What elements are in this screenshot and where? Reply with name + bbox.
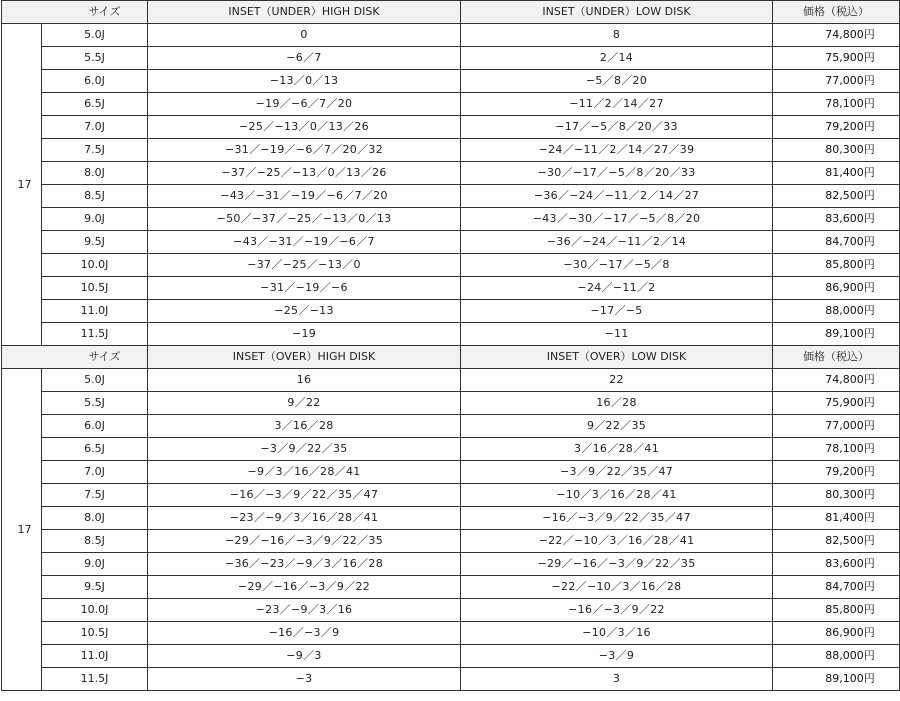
high-disk-inset-cell: −13／0／13: [148, 70, 461, 93]
price-cell: 77,000円: [773, 415, 900, 438]
price-cell: 82,500円: [773, 530, 900, 553]
table-row: [2, 438, 900, 461]
price-cell: 75,900円: [773, 392, 900, 415]
high-disk-inset-cell: −9／3／16／28／41: [148, 461, 461, 484]
high-disk-inset-cell: −16／−3／9／22／35／47: [148, 484, 461, 507]
table-row: [2, 484, 900, 507]
high-disk-inset-cell: −23／−9／3／16／28／41: [148, 507, 461, 530]
high-disk-inset-cell: −43／−31／−19／−6／7／20: [148, 185, 461, 208]
table-row: [2, 599, 900, 622]
high-disk-inset-cell: −19: [148, 323, 461, 346]
table-row: [2, 530, 900, 553]
price-cell: 81,400円: [773, 507, 900, 530]
high-disk-header: INSET（OVER）HIGH DISK: [148, 346, 461, 369]
high-disk-inset-cell: −29／−16／−3／9／22: [148, 576, 461, 599]
table-row: [2, 208, 900, 231]
high-disk-inset-cell: −23／−9／3／16: [148, 599, 461, 622]
table-row: [2, 369, 900, 392]
rim-width-cell: 10.0J: [42, 254, 148, 277]
size-header: サイズ: [2, 1, 148, 24]
rim-width-cell: 5.5J: [42, 392, 148, 415]
price-cell: 77,000円: [773, 70, 900, 93]
rim-width-cell: 5.0J: [42, 24, 148, 47]
rim-width-cell: 8.0J: [42, 162, 148, 185]
price-cell: 85,800円: [773, 599, 900, 622]
table-row: [2, 116, 900, 139]
rim-width-cell: 5.0J: [42, 369, 148, 392]
price-cell: 89,100円: [773, 323, 900, 346]
rim-width-cell: 11.5J: [42, 668, 148, 691]
low-disk-inset-cell: −16／−3／9／22／35／47: [461, 507, 773, 530]
rim-width-cell: 5.5J: [42, 47, 148, 70]
low-disk-inset-cell: −29／−16／−3／9／22／35: [461, 553, 773, 576]
wheel-price-table: [1, 0, 900, 691]
rim-width-cell: 7.5J: [42, 139, 148, 162]
high-disk-inset-cell: −19／−6／7／20: [148, 93, 461, 116]
low-disk-inset-cell: −22／−10／3／16／28: [461, 576, 773, 599]
table-row: [2, 668, 900, 691]
rim-width-cell: 11.0J: [42, 645, 148, 668]
low-disk-inset-cell: 16／28: [461, 392, 773, 415]
low-disk-inset-cell: −11: [461, 323, 773, 346]
price-cell: 88,000円: [773, 645, 900, 668]
high-disk-inset-cell: −25／−13／0／13／26: [148, 116, 461, 139]
low-disk-inset-cell: −10／3／16／28／41: [461, 484, 773, 507]
price-cell: 86,900円: [773, 622, 900, 645]
header-row: [2, 1, 900, 24]
rim-width-cell: 10.5J: [42, 622, 148, 645]
table-row: [2, 70, 900, 93]
low-disk-inset-cell: −36／−24／−11／2／14／27: [461, 185, 773, 208]
rim-width-cell: 7.0J: [42, 461, 148, 484]
rim-width-cell: 9.5J: [42, 231, 148, 254]
low-disk-header: INSET（OVER）LOW DISK: [461, 346, 773, 369]
table-row: [2, 507, 900, 530]
table-row: [2, 93, 900, 116]
price-cell: 80,300円: [773, 484, 900, 507]
price-cell: 79,200円: [773, 461, 900, 484]
price-header: 価格（税込）: [773, 346, 900, 369]
price-cell: 81,400円: [773, 162, 900, 185]
high-disk-inset-cell: −3／9／22／35: [148, 438, 461, 461]
table-row: [2, 24, 900, 47]
price-cell: 74,800円: [773, 369, 900, 392]
rim-width-cell: 9.5J: [42, 576, 148, 599]
low-disk-inset-cell: −17／−5／8／20／33: [461, 116, 773, 139]
table-row: [2, 162, 900, 185]
high-disk-inset-cell: −50／−37／−25／−13／0／13: [148, 208, 461, 231]
low-disk-inset-cell: −11／2／14／27: [461, 93, 773, 116]
table-row: [2, 622, 900, 645]
rim-width-cell: 10.5J: [42, 277, 148, 300]
high-disk-inset-cell: −16／−3／9: [148, 622, 461, 645]
low-disk-inset-cell: −24／−11／2: [461, 277, 773, 300]
low-disk-header: INSET（UNDER）LOW DISK: [461, 1, 773, 24]
low-disk-inset-cell: −36／−24／−11／2／14: [461, 231, 773, 254]
rim-width-cell: 7.0J: [42, 116, 148, 139]
rim-width-cell: 6.0J: [42, 415, 148, 438]
low-disk-inset-cell: −17／−5: [461, 300, 773, 323]
header-row: [2, 346, 900, 369]
rim-width-cell: 9.0J: [42, 208, 148, 231]
inch-size-cell: 17: [2, 24, 42, 346]
low-disk-inset-cell: 2／14: [461, 47, 773, 70]
price-cell: 89,100円: [773, 668, 900, 691]
price-cell: 78,100円: [773, 438, 900, 461]
high-disk-inset-cell: −3: [148, 668, 461, 691]
low-disk-inset-cell: 8: [461, 24, 773, 47]
table-row: [2, 47, 900, 70]
rim-width-cell: 6.5J: [42, 438, 148, 461]
high-disk-inset-cell: 16: [148, 369, 461, 392]
high-disk-inset-cell: 0: [148, 24, 461, 47]
low-disk-inset-cell: −22／−10／3／16／28／41: [461, 530, 773, 553]
rim-width-cell: 7.5J: [42, 484, 148, 507]
price-cell: 85,800円: [773, 254, 900, 277]
rim-width-cell: 8.0J: [42, 507, 148, 530]
size-header: サイズ: [2, 346, 148, 369]
low-disk-inset-cell: 22: [461, 369, 773, 392]
price-cell: 83,600円: [773, 208, 900, 231]
table-row: [2, 254, 900, 277]
high-disk-inset-cell: −36／−23／−9／3／16／28: [148, 553, 461, 576]
high-disk-header: INSET（UNDER）HIGH DISK: [148, 1, 461, 24]
rim-width-cell: 6.0J: [42, 70, 148, 93]
table-row: [2, 231, 900, 254]
rim-width-cell: 10.0J: [42, 599, 148, 622]
table-row: [2, 323, 900, 346]
low-disk-inset-cell: −5／8／20: [461, 70, 773, 93]
low-disk-inset-cell: −30／−17／−5／8／20／33: [461, 162, 773, 185]
low-disk-inset-cell: −16／−3／9／22: [461, 599, 773, 622]
low-disk-inset-cell: −43／−30／−17／−5／8／20: [461, 208, 773, 231]
rim-width-cell: 11.0J: [42, 300, 148, 323]
table-row: [2, 300, 900, 323]
price-cell: 80,300円: [773, 139, 900, 162]
high-disk-inset-cell: −37／−25／−13／0: [148, 254, 461, 277]
rim-width-cell: 6.5J: [42, 93, 148, 116]
low-disk-inset-cell: −24／−11／2／14／27／39: [461, 139, 773, 162]
table-row: [2, 553, 900, 576]
table-row: [2, 415, 900, 438]
high-disk-inset-cell: −6／7: [148, 47, 461, 70]
high-disk-inset-cell: −37／−25／−13／0／13／26: [148, 162, 461, 185]
price-cell: 83,600円: [773, 553, 900, 576]
table-row: [2, 392, 900, 415]
high-disk-inset-cell: −31／−19／−6: [148, 277, 461, 300]
high-disk-inset-cell: −9／3: [148, 645, 461, 668]
price-cell: 74,800円: [773, 24, 900, 47]
table-row: [2, 185, 900, 208]
price-cell: 88,000円: [773, 300, 900, 323]
low-disk-inset-cell: −30／−17／−5／8: [461, 254, 773, 277]
price-cell: 75,900円: [773, 47, 900, 70]
price-cell: 84,700円: [773, 576, 900, 599]
high-disk-inset-cell: −29／−16／−3／9／22／35: [148, 530, 461, 553]
high-disk-inset-cell: 9／22: [148, 392, 461, 415]
inch-size-cell: 17: [2, 369, 42, 691]
rim-width-cell: 11.5J: [42, 323, 148, 346]
table-body: [2, 1, 900, 691]
low-disk-inset-cell: −3／9／22／35／47: [461, 461, 773, 484]
high-disk-inset-cell: −31／−19／−6／7／20／32: [148, 139, 461, 162]
low-disk-inset-cell: −10／3／16: [461, 622, 773, 645]
price-header: 価格（税込）: [773, 1, 900, 24]
rim-width-cell: 8.5J: [42, 530, 148, 553]
high-disk-inset-cell: −25／−13: [148, 300, 461, 323]
low-disk-inset-cell: −3／9: [461, 645, 773, 668]
price-cell: 82,500円: [773, 185, 900, 208]
table-row: [2, 576, 900, 599]
low-disk-inset-cell: 3: [461, 668, 773, 691]
price-cell: 79,200円: [773, 116, 900, 139]
table-row: [2, 277, 900, 300]
high-disk-inset-cell: −43／−31／−19／−6／7: [148, 231, 461, 254]
price-cell: 78,100円: [773, 93, 900, 116]
high-disk-inset-cell: 3／16／28: [148, 415, 461, 438]
price-cell: 86,900円: [773, 277, 900, 300]
table-row: [2, 645, 900, 668]
table-row: [2, 139, 900, 162]
low-disk-inset-cell: 9／22／35: [461, 415, 773, 438]
price-cell: 84,700円: [773, 231, 900, 254]
rim-width-cell: 9.0J: [42, 553, 148, 576]
rim-width-cell: 8.5J: [42, 185, 148, 208]
low-disk-inset-cell: 3／16／28／41: [461, 438, 773, 461]
table-row: [2, 461, 900, 484]
